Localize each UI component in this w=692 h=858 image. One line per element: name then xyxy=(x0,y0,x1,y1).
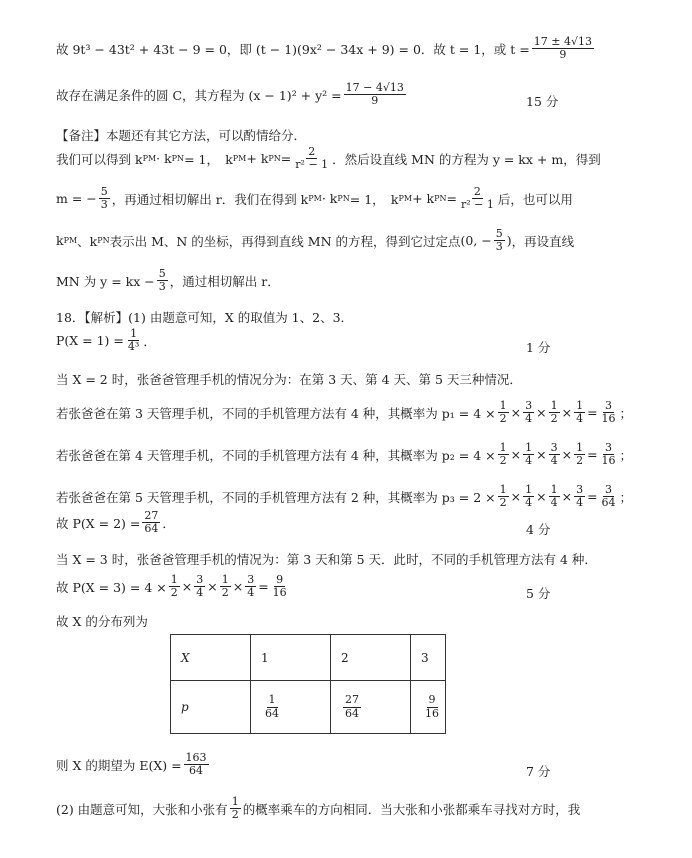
point-close: ) xyxy=(506,233,512,249)
line-3-note xyxy=(56,126,306,144)
operator: ； xyxy=(619,405,633,421)
table-cell: $\frac{27}{64}$ xyxy=(331,681,411,734)
operator: × xyxy=(561,447,573,463)
operator: × xyxy=(561,405,573,421)
note-text: 【备注】本题还有其它方法，可以酌情给分． xyxy=(56,128,307,143)
fraction: $\frac{1}{2}$ xyxy=(499,399,507,426)
fraction: $\frac{3}{4}$ xyxy=(525,399,533,426)
line-2 xyxy=(56,82,408,107)
fraction: $\frac{27}{64}$ xyxy=(144,509,159,536)
operator: = xyxy=(587,447,598,463)
line-7: MN 为 y = kx − $\frac{5}{3}$ ，通过相切解出 r． xyxy=(56,267,280,294)
line-4: 我们可以得到 k PM · k PN = 1， k PM + k PN = $\frac{2}{\text{r² − 1}}$ ．然后设直线 MN 的方程为 y = kx + m，得到 xyxy=(56,145,601,172)
fraction: $\frac{3}{4}$ xyxy=(550,441,558,468)
operator: × xyxy=(181,579,193,595)
score-5: 5 分 xyxy=(526,586,551,601)
score-1: 1 分 xyxy=(526,340,551,355)
fraction: $\frac{2}{\text{r² − 1}}$ xyxy=(295,145,329,172)
line-19: (2) 由题意可知，大张和小张有 $\frac{1}{2}$ 的概率乘车的方向相同．当大张和小张都乘车寻找对方时，我 xyxy=(56,795,581,822)
fraction: $\frac{1}{4}$ xyxy=(550,483,558,510)
line-1 xyxy=(56,36,596,61)
product-fractions xyxy=(496,484,632,509)
line-10: 当 X = 2 时，张爸爸管理手机的情况分为：在第 3 天、第 4 天、第 5 天三种情况． xyxy=(56,372,522,387)
point-open: (0, − xyxy=(460,233,492,249)
fraction: $\frac{163}{64}$ xyxy=(185,751,207,778)
operator: × xyxy=(561,489,573,505)
operator: × xyxy=(536,447,547,463)
line-5: m = − $\frac{5}{3}$ ，再通过相切解出 r．我们在得到 k PM · k PN = 1， k PM + k PN = $\frac{2}{\text{r² − 1}}$ 后，也可以用 xyxy=(56,185,573,212)
line-14: 故 P(X = 2) = $\frac{27}{64}$ ． xyxy=(56,509,175,536)
table-row xyxy=(171,681,446,734)
text: 故存在满足条件的圆 C，其方程为 (x − 1)² + y² = xyxy=(56,87,342,103)
table-header-cell: 2 xyxy=(331,635,411,681)
table-cell: $\frac{1}{64}$ xyxy=(251,681,331,734)
fraction: $\frac{1}{2}$ xyxy=(499,483,507,510)
fraction: $\frac{1}{4}$ xyxy=(525,441,533,468)
score-4: 4 分 xyxy=(526,522,551,537)
line-16: 故 P(X = 3) = 4 × $\frac{1}{2}$ × $\frac{3}{4}$ × $\frac{1}{2}$ × $\frac{3}{4}$ = $\frac{9}{16}$ xyxy=(56,574,291,599)
text: 故 9t³ − 43t² + 43t − 9 = 0，即 (t − 1)(9x² − 34x + 9) = 0．故 t = 1，或 t = xyxy=(56,41,530,57)
operator: × xyxy=(536,405,547,421)
fraction: $\frac{1}{2}$ xyxy=(499,441,507,468)
fraction: $\frac{17 - 4√13}{9}$ xyxy=(345,81,404,108)
line-8-heading: 18．【解析】(1) 由题意可知，X 的取值为 1、2、3． xyxy=(56,310,354,325)
operator: × xyxy=(207,579,218,595)
line-13: 若张爸爸在第 5 天管理手机，不同的手机管理方法有 2 种，其概率为 p₃ = 2 × $\frac{1}{2}$ × $\frac{1}{4}$ × $\frac{1}{4}$ × $\frac{3}{4}$ = $\frac{3}{64}$ ； xyxy=(56,483,633,510)
product-fractions xyxy=(496,442,632,467)
fraction: $\frac{3}{16}$ xyxy=(601,399,616,426)
fraction: $\frac{5}{3}$ xyxy=(158,267,166,294)
fraction: $\frac{3}{16}$ xyxy=(601,441,616,468)
operator: × xyxy=(536,489,547,505)
operator: = xyxy=(587,489,598,505)
line-18: 则 X 的期望为 E(X) = $\frac{163}{64}$ xyxy=(56,751,207,778)
table-row xyxy=(171,635,446,681)
operator: ； xyxy=(619,489,633,505)
operator: = xyxy=(258,579,269,595)
table-header-cell: 1 xyxy=(251,635,331,681)
operator: × xyxy=(510,405,522,421)
operator: = xyxy=(587,405,598,421)
fraction: $\frac{3}{64}$ xyxy=(601,483,616,510)
line-11: 若张爸爸在第 3 天管理手机，不同的手机管理方法有 4 种，其概率为 p₁ = 4 × $\frac{1}{2}$ × $\frac{3}{4}$ × $\frac{1}{2}$ × $\frac{1}{4}$ = $\frac{3}{16}$ ； xyxy=(56,399,633,426)
line-17: 故 X 的分布列为 xyxy=(56,614,148,629)
score-15: 15 分 xyxy=(526,94,559,109)
operator: ； xyxy=(619,447,633,463)
fraction: $\frac{3}{4}$ xyxy=(576,483,584,510)
fraction: $\frac{3}{4}$ xyxy=(196,573,204,600)
line-6: k PM 、k PN 表示出 M、N 的坐标，再得到直线 MN 的方程，得到它过定点 (0, − $\frac{5}{3}$ ) ，再设直线 xyxy=(56,227,575,254)
product-fractions xyxy=(167,574,291,599)
fraction: $\frac{2}{\text{r² − 1}}$ xyxy=(460,185,494,212)
fraction: $\frac{9}{16}$ xyxy=(272,573,287,600)
fraction: $\frac{17 \pm 4√13}{9}$ xyxy=(533,35,592,62)
fraction: $\frac{1}{2}$ xyxy=(576,441,584,468)
operator: × xyxy=(232,579,244,595)
table-header-cell: X xyxy=(171,635,251,681)
distribution-table xyxy=(170,634,446,734)
line-15: 当 X = 3 时，张爸爸管理手机的情况为：第 3 天和第 5 天．此时，不同的手机管理方法有 4 种． xyxy=(56,552,597,567)
fraction: $\frac{5}{3}$ xyxy=(100,185,108,212)
fraction: $\frac{3}{4}$ xyxy=(247,573,255,600)
operator: × xyxy=(510,489,522,505)
product-fractions xyxy=(496,400,632,425)
fraction: $\frac{1}{4}$ xyxy=(525,483,533,510)
fraction: $\frac{1}{2}$ xyxy=(231,795,239,822)
line-9: P(X = 1) = $\frac{1}{\text{4³}}$ ． xyxy=(56,327,156,354)
table-cell: $\frac{9}{16}$ xyxy=(411,681,446,734)
operator: × xyxy=(510,447,522,463)
table-header-cell: 3 xyxy=(411,635,446,681)
table-cell: p xyxy=(171,681,251,734)
score-7: 7 分 xyxy=(526,764,551,779)
fraction: $\frac{1}{2}$ xyxy=(170,573,178,600)
fraction: $\frac{1}{4}$ xyxy=(576,399,584,426)
fraction: $\frac{1}{\text{4³}}$ xyxy=(127,327,140,354)
fraction: $\frac{1}{2}$ xyxy=(550,399,558,426)
fraction: $\frac{1}{2}$ xyxy=(221,573,229,600)
fraction: $\frac{5}{3}$ xyxy=(495,227,503,254)
line-12: 若张爸爸在第 4 天管理手机，不同的手机管理方法有 4 种，其概率为 p₂ = 4 × $\frac{1}{2}$ × $\frac{1}{4}$ × $\frac{3}{4}$ × $\frac{1}{2}$ = $\frac{3}{16}$ ； xyxy=(56,441,633,468)
